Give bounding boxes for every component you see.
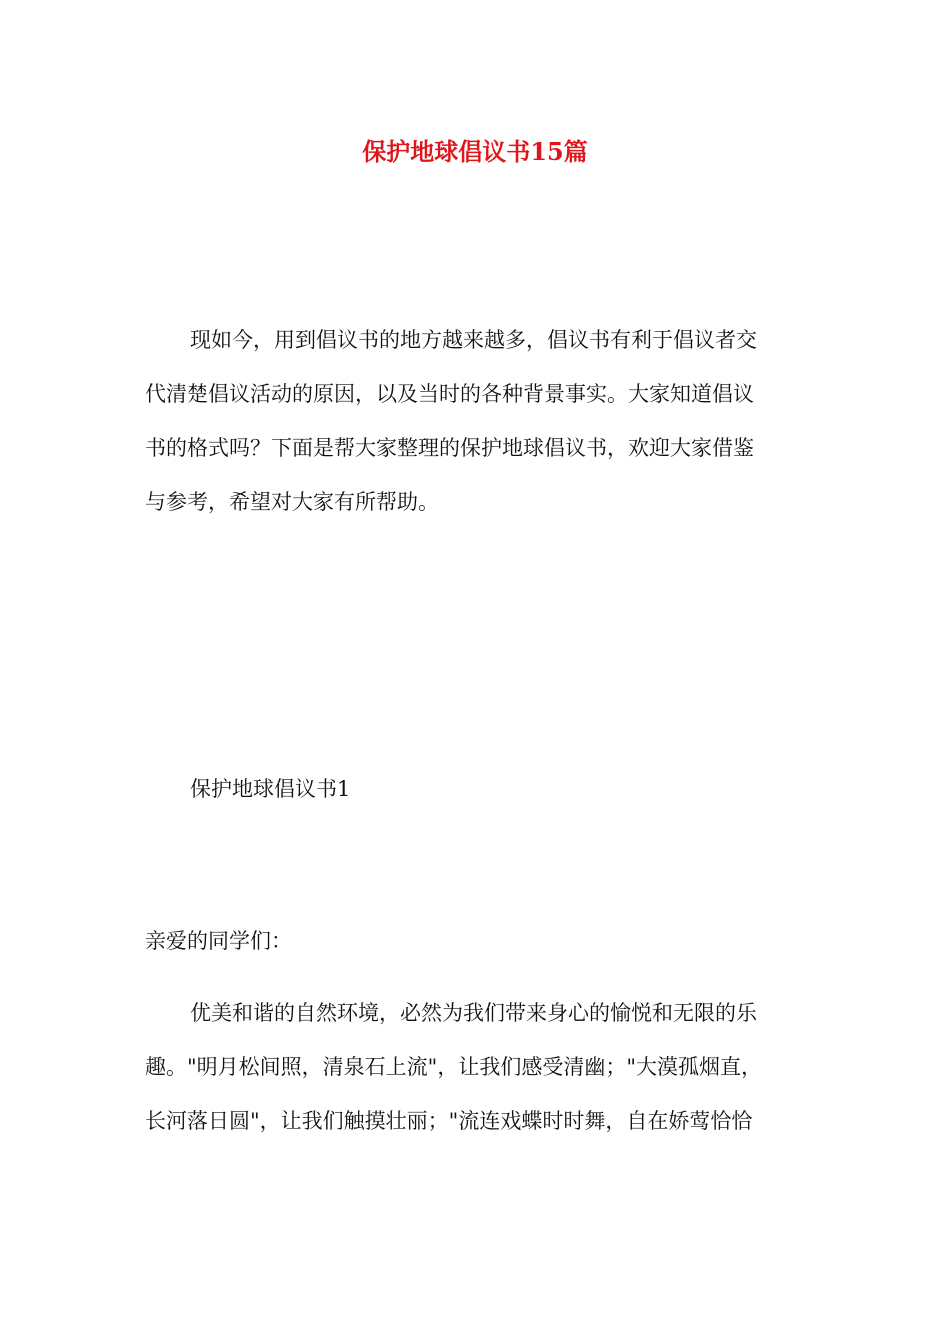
intro-line: 与参考，希望对大家有所帮助。 — [145, 490, 439, 514]
body-line: 长河落日圆"，让我们触摸壮丽；"流连戏蝶时时舞，自在娇莺恰恰 — [145, 1109, 753, 1133]
section-heading — [145, 762, 810, 816]
intro-line: 书的格式吗？下面是帮大家整理的保护地球倡议书，欢迎大家借鉴 — [145, 436, 754, 460]
salutation — [145, 914, 810, 968]
body-line: 优美和谐的自然环境，必然为我们带来身心的愉悦和无限的乐 — [190, 1001, 757, 1025]
intro-line: 现如今，用到倡议书的地方越来越多，倡议书有利于倡议者交 — [190, 328, 757, 352]
intro-paragraph — [145, 313, 810, 529]
salutation-text: 亲爱的同学们： — [145, 929, 292, 953]
body-paragraph — [145, 986, 810, 1148]
document-title: 保护地球倡议书15篇 — [362, 137, 588, 166]
section-heading-text: 保护地球倡议书1 — [190, 777, 351, 801]
body-line: 趣。"明月松间照，清泉石上流"，让我们感受清幽；"大漠孤烟直， — [145, 1055, 762, 1079]
intro-line: 代清楚倡议活动的原因，以及当时的各种背景事实。大家知道倡议 — [145, 382, 754, 406]
